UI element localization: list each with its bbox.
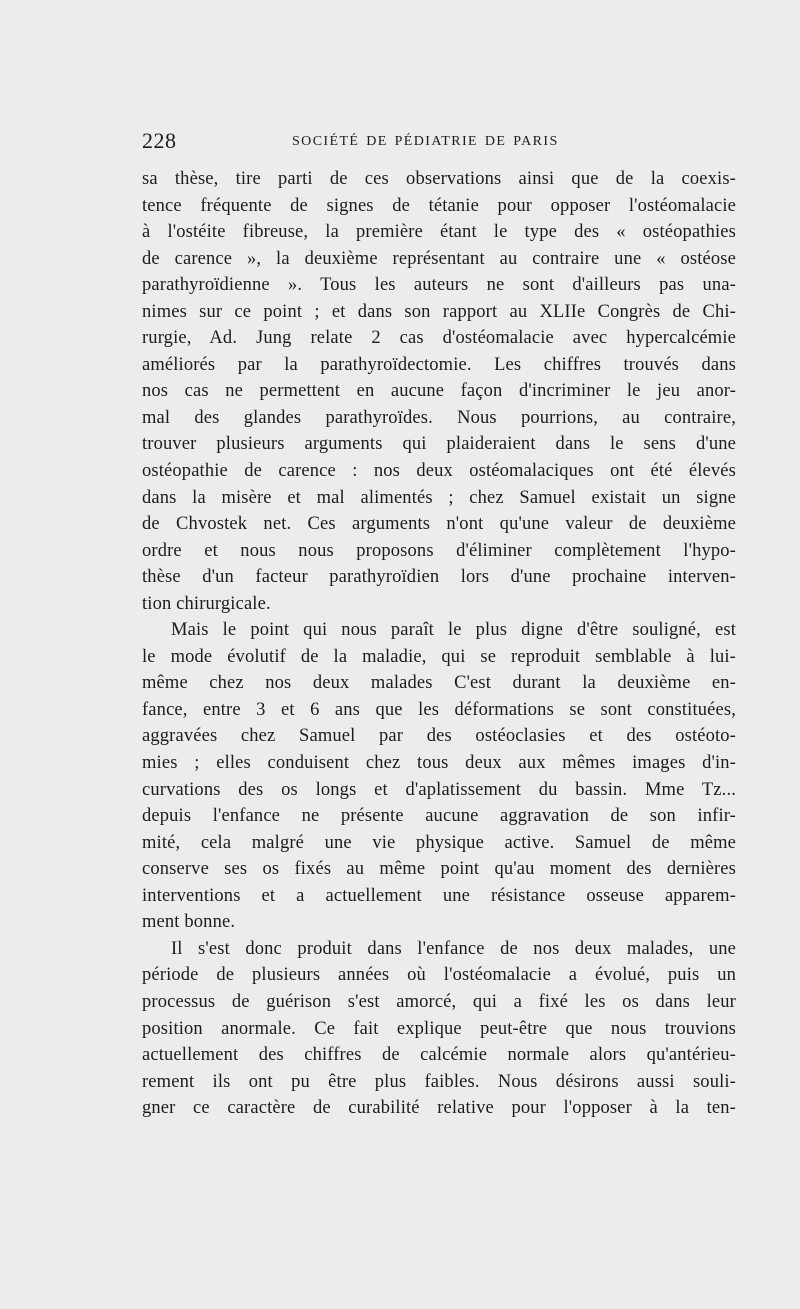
text-line: aggravées chez Samuel par des ostéoclasies et des ostéoto-: [142, 726, 736, 747]
text-line: sa thèse, tire parti de ces observations ainsi que de la coexis-: [142, 169, 736, 189]
text-line: tence fréquente de signes de tétanie pour opposer l'ostéomalacie: [142, 195, 736, 216]
text-line: même chez nos deux malades C'est durant la deuxième en-: [142, 673, 736, 694]
text-line: fance, entre 3 et 6 ans que les déformations se sont constituées,: [142, 699, 736, 720]
text-line: nos cas ne permettent en aucune façon d'incriminer le jeu anor-: [142, 381, 736, 402]
text-line: interventions et a actuellement une résistance osseuse apparem-: [142, 885, 736, 906]
text-line: de carence », la deuxième représentant au contraire une « ostéose: [142, 248, 736, 269]
text-line: mité, cela malgré une vie physique active. Samuel de même: [142, 832, 736, 853]
running-head: SOCIÉTÉ DE PÉDIATRIE DE PARIS: [292, 134, 559, 149]
text-line: Mais le point qui nous paraît le plus digne d'être souligné, est: [171, 620, 736, 641]
text-line: de Chvostek net. Ces arguments n'ont qu'une valeur de deuxième: [142, 514, 736, 535]
text-line: trouver plusieurs arguments qui plaideraient dans le sens d'une: [142, 434, 736, 455]
text-line: mal des glandes parathyroïdes. Nous pourrions, au contraire,: [142, 407, 736, 428]
text-line: nimes sur ce point ; et dans son rapport au XLIIe Congrès de Chi-: [142, 301, 736, 322]
text-line: mies ; elles conduisent chez tous deux aux mêmes images d'in-: [142, 753, 736, 774]
text-line: actuellement des chiffres de calcémie normale alors qu'antérieu-: [142, 1045, 736, 1066]
text-line: ordre et nous nous proposons d'éliminer complètement l'hypo-: [142, 540, 736, 561]
text-line: le mode évolutif de la maladie, qui se reproduit semblable à lui-: [142, 646, 736, 667]
text-line: thèse d'un facteur parathyroïdien lors d'une prochaine interven-: [142, 567, 736, 588]
page-header: [142, 128, 732, 154]
text-line: gner ce caractère de curabilité relative pour l'opposer à la ten-: [142, 1098, 736, 1119]
text-line: tion chirurgicale.: [142, 593, 271, 614]
text-line: ostéopathie de carence : nos deux ostéomalaciques ont été élevés: [142, 461, 736, 482]
text-line: à l'ostéite fibreuse, la première étant le type des « ostéopathies: [142, 222, 736, 243]
text-line: parathyroïdienne ». Tous les auteurs ne sont d'ailleurs pas una-: [142, 275, 736, 296]
body-text: [142, 166, 736, 1122]
text-line: conserve ses os fixés au même point qu'au moment des dernières: [142, 859, 736, 880]
text-line: depuis l'enfance ne présente aucune aggravation de son infir-: [142, 806, 736, 827]
text-line: Il s'est donc produit dans l'enfance de nos deux malades, une: [171, 938, 736, 959]
text-line: curvations des os longs et d'aplatissement du bassin. Mme Tz...: [142, 779, 736, 800]
text-line: rurgie, Ad. Jung relate 2 cas d'ostéomalacie avec hypercalcémie: [142, 328, 736, 349]
text-line: dans la misère et mal alimentés ; chez Samuel existait un signe: [142, 487, 736, 508]
page-number: 228: [142, 128, 177, 153]
text-line: rement ils ont pu être plus faibles. Nous désirons aussi souli-: [142, 1071, 736, 1092]
text-line: période de plusieurs années où l'ostéomalacie a évolué, puis un: [142, 965, 736, 986]
text-line: ment bonne.: [142, 912, 236, 933]
text-line: processus de guérison s'est amorcé, qui a fixé les os dans leur: [142, 991, 736, 1012]
text-line: améliorés par la parathyroïdectomie. Les chiffres trouvés dans: [142, 354, 736, 375]
text-line: position anormale. Ce fait explique peut-être que nous trouvions: [142, 1018, 736, 1039]
